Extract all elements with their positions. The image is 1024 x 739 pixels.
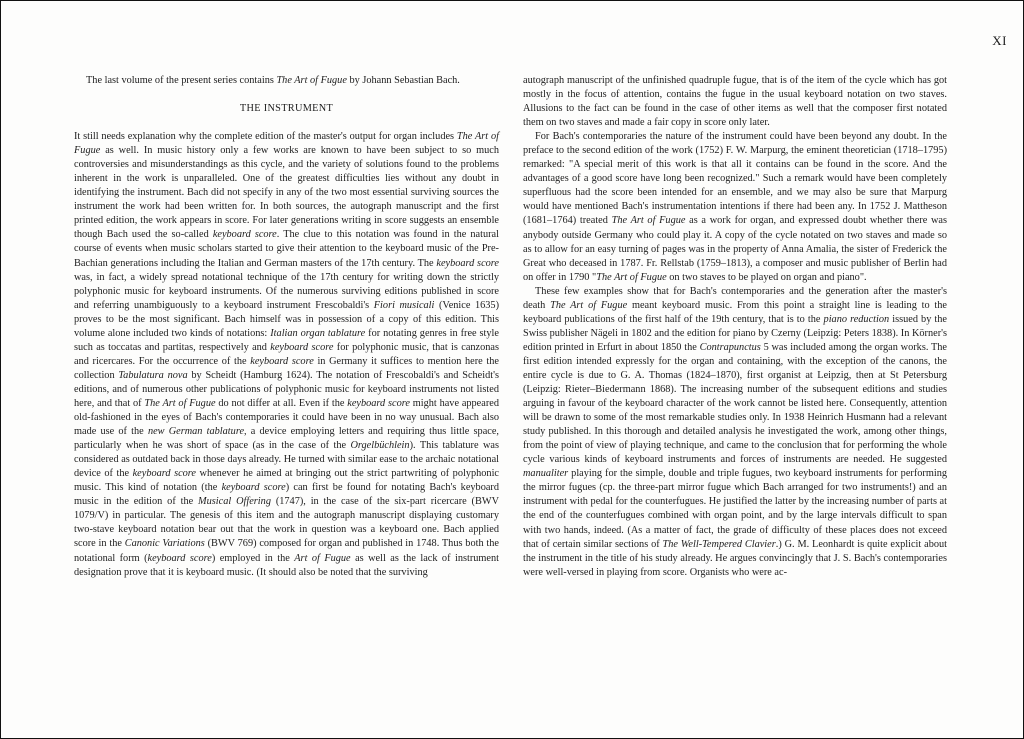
body-paragraph: It still needs explanation why the complete edition of the master's output for organ includes The Art of Fugue as well. In music history only a few works are known to have been subject to so much controversies and misunderstandings as this cycle, and the variety of solutions found to the problems inherent in the work is unparalleled. One of the greatest difficulties lies without any doubt in identifying the instrument. Bach did not specify in any of the two most essential surviving sources the instrument the work had been written for. In both sources, the autograph manuscript and the first printed edition, the work appears in score. For later generations writing in score suggests an ensemble though Bach used the so-called keyboard score. The clue to this notation was found in the natural course of events when music scholars started to give their attention to the keyboard music of the Pre-Bachian generations including the Italian and German masters of the 17th century. The keyboard score was, in fact, a widely spread notational technique of the 17th century for writing down the strictly polyphonic music for keyboard instruments. Of the numerous surviving editions published in score and referring unambiguously to a keyboard instrument Frescobaldi's Fiori musicali (Venice 1635) proves to be the most significant. Bach himself was in possession of a copy of this edition. This volume alone included two kinds of notations: Italian organ tablature for notating genres in free style such as toccatas and partitas, respectively and keyboard score for polyphonic music, that is canzonas and ricercares. For the occurrence of the keyboard score in Germany it suffices to mention here the collection Tabulatura nova by Scheidt (Hamburg 1624). The notation of Frescobaldi's and Scheidt's editions, and of numerous other publications of polyphonic music for keyboard instruments not listed here, and that of The Art of Fugue do not differ at all. Even if the keyboard score might have appeared old-fashioned in the eyes of Bach's contemporaries it could have been in no way unusual. Bach also made use of the new German tablature, a device employing letters and requiring thus little space, particularly when he was short of space (as in the case of the Orgelbüchlein). This tablature was considered as outdated back in those days already. He turned with similar ease to the archaic notational device of the keyboard score whenever he aimed at bringing out the strict partwriting of polyphonic music. This kind of notation (the keyboard score) can first be found for notating Bach's keyboard music in the edition of the Musical Offering (1747), in the case of the six-part ricercare (BWV 1079/V) in particular. The genesis of this item and the autograph manuscript displaying customary two-stave keyboard notation bear out that the work in question was a keyboard one. Bach applied score in the Canonic Variations (BWV 769) composed for organ and published in 1748. Thus both the notational form (keyboard score) employed in the Art of Fugue as well as the lack of instrument designation prove that it is keyboard music. (It should also be noted that the surviving bbox=[74, 131, 500, 578]
page-number: XI bbox=[992, 33, 1007, 48]
right-column bbox=[523, 74, 947, 580]
continuation-paragraph: autograph manuscript of the unfinished quadruple fugue, that is of the item of the cycle which has got mostly in the focus of attention, contains the fugue in the usual keyboard notation on two staves. Allusions to the fact can be found in the case of other items as well that the composer first notated them on two staves and made a fair copy in score only later. bbox=[523, 75, 947, 129]
editions-paragraph: These few examples show that for Bach's contemporaries and the generation after the master's death The Art of Fugue meant keyboard music. From this point a straight line is leading to the keyboard publications of the first half of the 19th century, that is to the piano reduction issued by the Swiss publisher Nägeli in 1802 and the edition for piano by Czerny (Leipzig: Peters 1838). In Körner's edition printed in Erfurt in about 1850 the Contrapunctus 5 was included among the organ works. The first edition intended expressly for the organ and containing, with the exception of the canons, the entire cycle is due to G. A. Thomas (1824–1870), first organist at Leipzig, then at St Petersburg (Leipzig: Rieter–Biedermann 1868). The increasing number of the subsequent editions and studies arguing in favour of the keyboard character of the work cannot be listed here. Consequently, attention will be drawn to some of the most remarkable studies only. In 1938 Heinrich Husmann had a relevant study published. In this thorough and detailed analysis he investigated the work, among other things, from the point of view of playing technique, and came to the conclusion that for performing the whole cycle various kinds of keyboard instruments and forces of instruments are needed. He suggested manualiter playing for the simple, double and triple fugues, two keyboard instruments for performing the mirror fugues (cp. the three-part mirror fugue which Bach arranged for two instruments!) and an instrument with pedal for the counterfugues. He justified the latter by the increasing number of parts at the end of the counterfugues combined with organ point, and by the large intervals difficult to span with two hands, indeed. (As a matter of fact, the grade of difficulty of these places does not exceed that of certain similar sections of The Well-Tempered Clavier.) G. M. Leonhardt is quite explicit about the instrument in the title of his study already. He argues convincingly that J. S. Bach's contemporaries were well-versed in playing from score. Organists who were ac- bbox=[523, 285, 947, 578]
section-heading: THE INSTRUMENT bbox=[239, 103, 334, 115]
marpurg-paragraph: For Bach's contemporaries the nature of the instrument could have been beyond any doubt. In the preface to the second edition of the work (1752) F. W. Marpurg, the eminent theoretician (1718–1795) remarked: "A special merit of this work is that all it contains can be found in the score. And the advantages of a good score have long been recognized." Such a remark would have been completely superfluous had the score been intended for an ensemble, and we may also be sure that Marpurg would have mentioned Bach's instrumentation intentions if there had been any. In 1752 J. Mattheson (1681–1764) treated The Art of Fugue as a work for organ, and expressed doubt whether there was anybody outside Germany who could play it. A copy of the cycle notated on two staves and made so as to allow for an easy turning of pages was in the property of Anna Amalia, the sister of Frederick the Great who deceased in 1787. Fr. Rellstab (1759–1813), a composer and music publisher of Berlin had on offer in 1790 "The Art of Fugue on two staves to be played on organ and piano". bbox=[523, 131, 947, 283]
left-column bbox=[74, 74, 499, 580]
intro-paragraph: The last volume of the present series contains The Art of Fugue by Johann Sebastian Bach. bbox=[86, 75, 460, 86]
